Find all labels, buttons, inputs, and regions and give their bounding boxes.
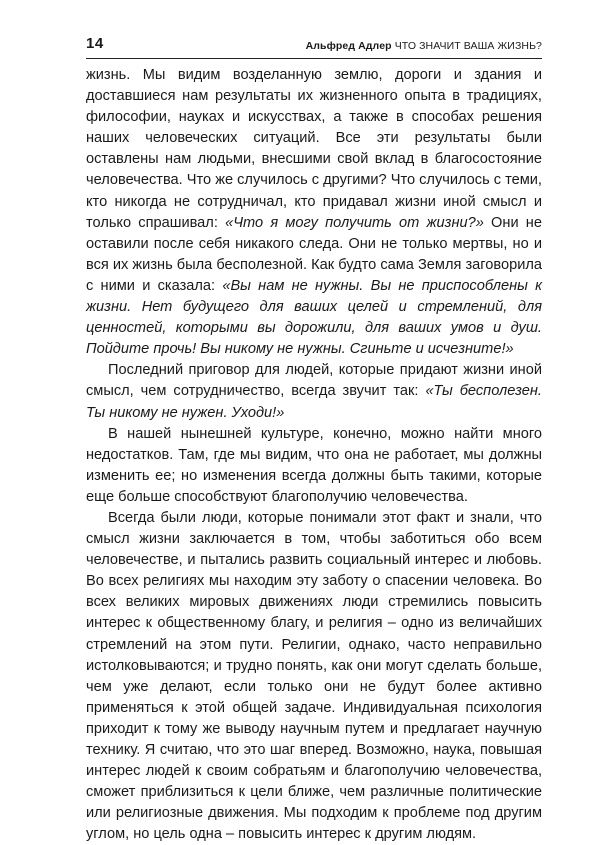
author-name: Альфред Адлер (305, 40, 392, 52)
text-segment: жизнь. Мы видим возделанную землю, дороги и здания и доставшиеся нам результаты их жизненного опыта в традициях, философии, науках и искусствах, а также в способах решения наших человеческих ситуаций. Все эти результаты были оставлены нам людьми, внесшими свой вклад в благосостояние человечества. Что же случилось с другими? Что случилось с теми, кто никогда не сотрудничал, кто придавал жизни иной смысл и только спрашивал: (86, 67, 542, 231)
text-segment: Они не оставили после себя никакого следа. Они не только мертвы, но и вся их жизнь была бесполезной. Как будто сама Земля заговорила с ними и сказала: (86, 214, 542, 294)
paragraph-2 (86, 360, 542, 423)
body-text (86, 65, 542, 845)
text-segment: Последний приговор для людей, которые придают жизни иной смысл, чем сотрудничество, всегда звучит так: (86, 362, 542, 400)
text-segment: Всегда были люди, которые понимали этот факт и знали, что смысл жизни заключается в том, чтобы заботиться обо всем человечестве, и пытались развить социальный интерес и любовь. Во всех религиях мы находим эту заботу о спасении человека. Во всех великих мировых движениях люди стремились повысить интерес к общественному благу, и религия – одно из величайших стремлений на этом пути. Религии, однако, часто неправильно истолковываются; и трудно понять, как они могут сделать больше, чем уже делают, если только они не будут более активно применяться к этой общей задаче. Индивидуальная психология приходит к тому же выводу научным путем и предлагает научную технику. Я считаю, что это шаг вперед. Возможно, наука, повышая интерес людей к своим собратьям и благополучию человечества, сможет приблизиться к цели ближе, чем различные политические или религиозные движения. Мы подходим к проблеме под другим углом, но цель одна – повысить интерес к другим людям. (86, 509, 542, 843)
paragraph-3 (86, 424, 542, 508)
paragraph-4 (86, 508, 542, 845)
page-number: 14 (86, 35, 104, 52)
italic-quote: «Вы нам не нужны. Вы не приспособлены к жизни. Нет будущего для ваших целей и стремлений, для ценностей, которыми вы дорожили, для ваших умов и душ. Пойдите прочь! Вы никому не нужны. Сгиньте и исчезните!» (86, 277, 543, 358)
running-header (86, 22, 542, 59)
running-head (306, 40, 542, 52)
book-title: ЧТО ЗНАЧИТ ВАША ЖИЗНЬ? (394, 40, 542, 52)
italic-quote: «Что я могу получить от жизни?» (225, 214, 484, 231)
italic-quote: «Ты бесполезен. Ты никому не нужен. Уходи!» (86, 383, 542, 421)
paragraph-1 (86, 65, 542, 360)
text-segment: В нашей нынешней культуре, конечно, можно найти много недостатков. Там, где мы видим, что она не работает, мы должны изменить ее; но изменения всегда должны быть такими, которые еще больше способствуют благополучию человечества. (86, 425, 542, 505)
